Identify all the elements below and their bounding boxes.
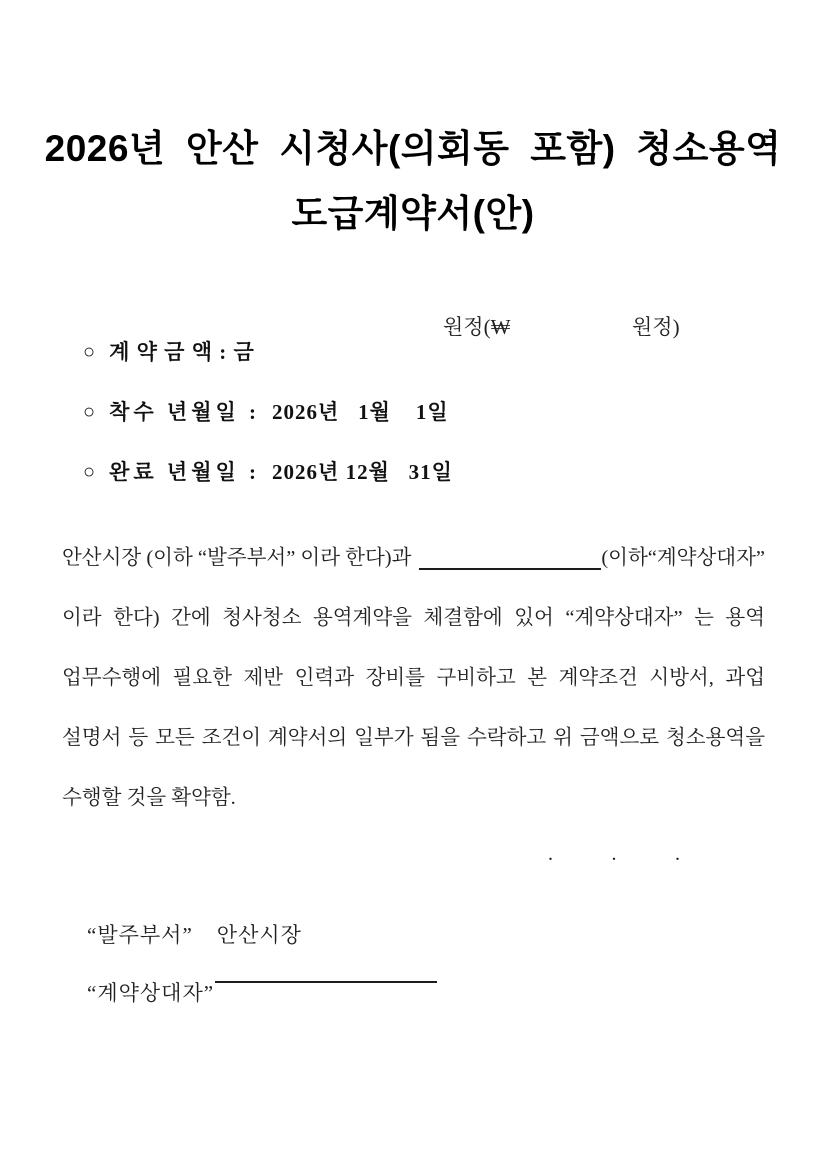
- start-date-value: 2026년 1월 1일: [272, 400, 449, 424]
- contract-amount-label: 계 약 금 액 : 금: [109, 340, 255, 364]
- body-line-4: 설명서 등 모든 조건이 계약서의 일부가 됨을 수락하고 위 금액으로 청소용역을: [62, 727, 765, 749]
- contractor-label: “계약상대자”: [87, 981, 215, 1005]
- body-line-3: 업무수행에 필요한 제반 인력과 장비를 구비하고 본 계약조건 시방서, 과업: [62, 667, 765, 689]
- date-dot-month: .: [611, 843, 617, 865]
- orderer-signature-row: [62, 894, 765, 947]
- body-line-1-after: (이하“계약상대자”: [601, 547, 765, 569]
- date-line: [548, 843, 680, 866]
- end-date-value: 2026년 12월 31일: [272, 460, 453, 484]
- contractor-signature-row: [62, 952, 765, 1005]
- orderer-label: “발주부서”: [87, 923, 193, 947]
- start-date-row: [62, 371, 765, 424]
- contract-amount-unit-open: 원정(₩: [443, 315, 511, 339]
- contractor-signature-blank: [215, 980, 437, 983]
- body-line-2: 이라 한다) 간에 청사청소 용역계약을 체결함에 있어 “계약상대자” 는 용역: [62, 607, 765, 629]
- date-dot-year: .: [548, 843, 553, 865]
- date-dot-day: .: [675, 843, 680, 865]
- body-line-5: 수행할 것을 확약함.: [62, 787, 236, 809]
- contract-amount-unit-close: 원정): [632, 315, 680, 339]
- bullet-circle-icon: ○: [83, 401, 96, 423]
- start-date-label: 착수 년월일 :: [109, 400, 261, 424]
- contractor-name-blank: [419, 567, 601, 570]
- end-date-row: [62, 431, 765, 484]
- contract-amount-row: [62, 311, 765, 364]
- document-title-line2: 도급계약서(안): [291, 193, 535, 234]
- document-title-line1: 2026년 안산 시청사(의회동 포함) 청소용역: [44, 128, 782, 169]
- orderer-value: 안산시장: [216, 923, 302, 947]
- bullet-circle-icon: ○: [83, 341, 96, 363]
- body-line-1-before: 안산시장 (이하 “발주부서” 이라 한다)과: [62, 547, 412, 569]
- end-date-label: 완료 년월일 :: [109, 460, 261, 484]
- bullet-circle-icon: ○: [83, 461, 96, 483]
- body-line-1: [62, 542, 765, 574]
